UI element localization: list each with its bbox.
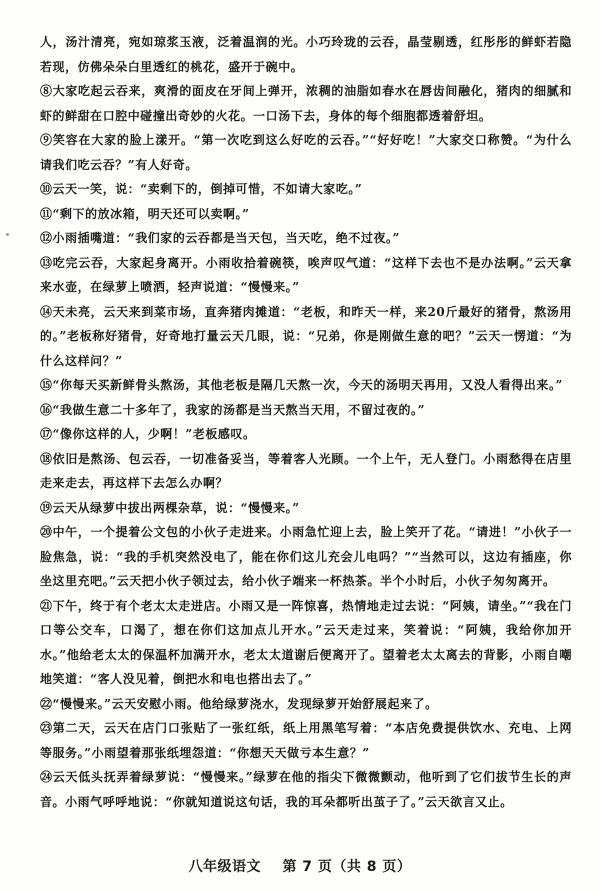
paragraph-12: ⑫小雨插嘴道：“我们家的云吞都是当天包，当天吃，绝不过夜。”	[40, 231, 401, 245]
paragraph-20: ⑳中午，一个提着公文包的小伙子走进来。小雨急忙迎上去，脸上笑开了花。“请进！”小伙子一脸焦急，说：“我的手机突然没电了，能在你们这儿充会儿电吗？”“当然可以，这边有插座，你坐这里充吧。”云天把小伙子领过去，给小伙子端来一杯热茶。半个小时后，小伙子匆匆离开。	[40, 525, 572, 588]
paragraph-17: ⑰“像你这样的人，少啊！”老板感叹。	[40, 427, 256, 441]
paragraph-15: ⑮“你每天买新鲜骨头熬汤，其他老板是隔几天熬一次，今天的汤明天再用，又没人看得出来。”	[40, 378, 563, 392]
paragraph-11: ⑪“剩下的放冰箱，明天还可以卖啊。”	[40, 206, 250, 221]
paragraph-10: ⑩云天一笑，说：“卖剩下的，倒掉可惜，不如请大家吃。”	[40, 182, 363, 196]
paragraph-22: ㉒“慢慢来。”云天安慰小雨。他给绿萝浇水，发现绿萝开始舒展起来了。	[40, 696, 438, 711]
paragraph-18: ⑱依旧是熬汤、包云吞，一切准备妥当，等着客人光顾。一个上午，无人登门。小雨愁得在店里走来走去，再这样下去怎么办啊？	[40, 451, 572, 490]
paragraph-14: ⑭天未亮，云天来到菜市场，直奔猪肉摊道：“老板，和昨天一样，来20斤最好的猪骨，熬汤用的。”老板称好猪骨，好奇地打量云天几眼，说：“兄弟，你是刚做生意的吧？”云天一愣道：“为什么这样问？”	[40, 304, 572, 368]
paragraph-23: ㉓第二天，云天在店门口张贴了一张红纸，纸上用黑笔写着：“本店免费提供饮水、充电、上网等服务。”小雨望着那张纸埋怨道：“你想天天做亏本生意？”	[40, 721, 572, 760]
paragraph-16: ⑯“我做生意二十多年了，我家的汤都是当天熬当天用，不留过夜的。”	[40, 402, 426, 417]
footer-subject: 八年级语文	[188, 859, 262, 875]
paragraph-8: ⑧大家吃起云吞来，爽滑的面皮在牙间上弹开，浓稠的油脂如春水在唇齿间融化，猪肉的细腻和虾的鲜甜在口腔中碰撞出奇妙的火花。一口汤下去，身体的每个细胞都透着舒坦。	[40, 84, 572, 123]
paragraph-24: ㉔云天低头抚弄着绿萝说：“慢慢来。”绿萝在他的指尖下微微颤动，他听到了它们拔节生长的声音。小雨气呼呼地说：“你就知道说这句话，我的耳朵都听出茧子了。”云天欲言又止。	[40, 770, 572, 809]
paragraph-13: ⑬吃完云吞，大家起身离开。小雨收拾着碗筷，唉声叹气道：“这样下去也不是办法啊。”云天拿来水壶，在绿萝上喷洒，轻声说道：“慢慢来。”	[40, 255, 572, 294]
paragraph-7-tail: 人，汤汁清亮，宛如琼浆玉液，泛着温润的光。小巧玲珑的云吞，晶莹剔透，红彤彤的鲜虾若隐若现，仿佛朵朵白里透红的桃花，盛开于碗中。	[40, 35, 572, 74]
paragraph-9: ⑨笑容在大家的脸上漾开。“第一次吃到这么好吃的云吞。”“好好吃！”大家交口称赞。“为什么请我们吃云吞？”有人好奇。	[40, 133, 572, 172]
scan-dot	[6, 233, 9, 236]
page-footer	[0, 856, 600, 876]
paragraph-21: ㉑下午，终于有个老太太走进店。小雨又是一阵惊喜，热情地走过去说：“阿姨，请坐。”“我在门口等公交车，口渴了，想在你们这加点儿开水。”云天走过来，笑着说：“阿姨，我给你加开水。”他给老太太的保温杯加满开水，老太太道谢后便离开了。望着老太太离去的背影，小雨自嘲地笑道：“客人没见着，倒把水和电也搭出去了。”	[40, 598, 572, 686]
article-body	[40, 30, 572, 814]
paragraph-19: ⑲云天从绿萝中拔出两棵杂草，说：“慢慢来。”	[40, 500, 300, 515]
footer-page-number: 第 7 页（共 8 页）	[282, 859, 412, 875]
